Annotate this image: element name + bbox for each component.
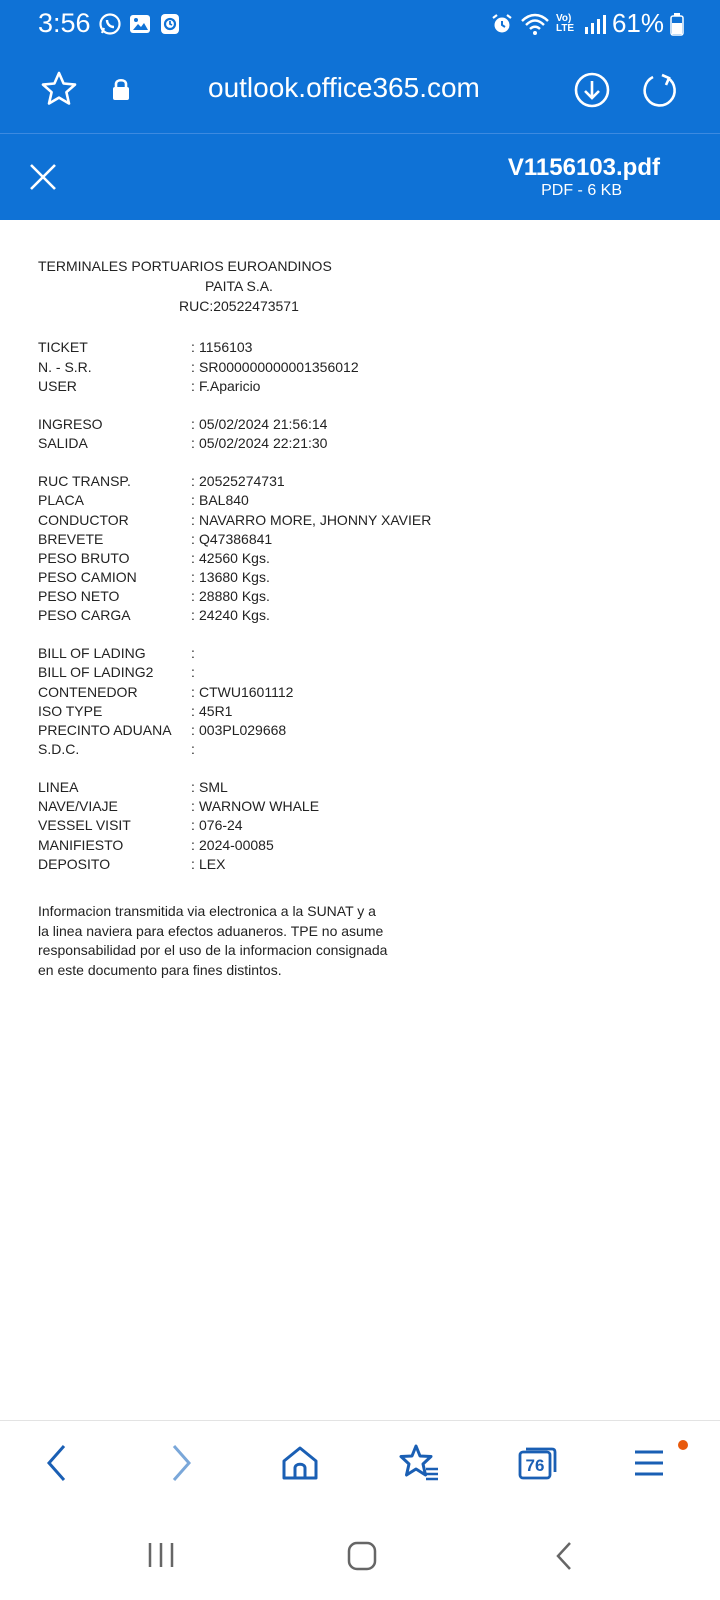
company-ruc: RUC:20522473571 xyxy=(179,298,299,314)
field-label: PRECINTO ADUANA xyxy=(38,722,172,738)
url-text[interactable]: outlook.office365.com xyxy=(208,72,480,103)
menu-notification-dot xyxy=(678,1440,688,1450)
legal-note-line: responsabilidad por el uso de la informacion consignada xyxy=(38,942,388,958)
field-row xyxy=(38,798,638,818)
reload-icon[interactable] xyxy=(640,70,680,110)
field-separator: : xyxy=(191,588,195,604)
field-label: MANIFIESTO xyxy=(38,837,124,853)
field-value: 42560 Kgs. xyxy=(199,550,270,566)
field-value: BAL840 xyxy=(199,492,249,508)
field-value: 28880 Kgs. xyxy=(199,588,270,604)
field-row xyxy=(38,550,638,570)
whatsapp-icon xyxy=(98,12,122,36)
field-separator: : xyxy=(191,435,195,451)
field-row xyxy=(38,664,638,684)
signal-icon xyxy=(584,13,606,35)
field-separator: : xyxy=(191,837,195,853)
field-separator: : xyxy=(191,856,195,872)
field-value: 24240 Kgs. xyxy=(199,607,270,623)
company-name-line2: PAITA S.A. xyxy=(205,278,273,294)
field-label: RUC TRANSP. xyxy=(38,473,131,489)
field-label: BILL OF LADING2 xyxy=(38,664,154,680)
field-value: 20525274731 xyxy=(199,473,285,489)
company-name: TERMINALES PORTUARIOS EUROANDINOS xyxy=(38,258,332,274)
field-row xyxy=(38,607,638,627)
field-value: CTWU1601112 xyxy=(199,684,294,700)
field-value: Q47386841 xyxy=(199,531,273,547)
alarm-icon xyxy=(490,12,514,36)
field-label: LINEA xyxy=(38,779,79,795)
field-row xyxy=(38,837,638,857)
field-label: BREVETE xyxy=(38,531,104,547)
field-row xyxy=(38,684,638,704)
field-value: F.Aparicio xyxy=(199,378,261,394)
field-row xyxy=(38,435,638,455)
field-value: 2024-00085 xyxy=(199,837,274,853)
status-bar xyxy=(0,0,720,50)
field-separator: : xyxy=(191,817,195,833)
field-label: PESO BRUTO xyxy=(38,550,130,566)
field-label: NAVE/VIAJE xyxy=(38,798,118,814)
system-indicators xyxy=(490,8,684,39)
field-value: 45R1 xyxy=(199,703,233,719)
field-separator: : xyxy=(191,512,195,528)
field-row xyxy=(38,473,638,493)
field-label: PESO NETO xyxy=(38,588,120,604)
field-row xyxy=(38,416,638,436)
address-bar xyxy=(0,58,720,124)
field-separator: : xyxy=(191,779,195,795)
field-value: 13680 Kgs. xyxy=(199,569,270,585)
field-label: INGRESO xyxy=(38,416,103,432)
home-icon[interactable] xyxy=(280,1443,320,1483)
notification-icons xyxy=(98,12,182,36)
field-label: PESO CARGA xyxy=(38,607,131,623)
field-value: LEX xyxy=(199,856,226,872)
back-icon[interactable] xyxy=(44,1443,70,1483)
field-separator: : xyxy=(191,416,195,432)
download-icon[interactable] xyxy=(572,70,612,110)
field-value: 003PL029668 xyxy=(199,722,287,738)
field-row xyxy=(38,531,638,551)
field-label: PLACA xyxy=(38,492,84,508)
field-row xyxy=(38,569,638,589)
network-type-label: Vo) LTE xyxy=(555,12,575,34)
field-separator: : xyxy=(191,703,195,719)
field-row xyxy=(38,703,638,723)
forward-icon[interactable] xyxy=(168,1443,194,1483)
battery-percentage: 61% xyxy=(611,8,664,38)
app-notification-icon xyxy=(158,12,182,36)
field-separator: : xyxy=(191,684,195,700)
field-row xyxy=(38,817,638,837)
field-row xyxy=(38,856,638,876)
field-row xyxy=(38,378,638,398)
field-label: CONTENEDOR xyxy=(38,684,138,700)
field-label: PESO CAMION xyxy=(38,569,137,585)
field-separator: : xyxy=(191,798,195,814)
field-row xyxy=(38,512,638,532)
legal-note-line: en este documento para fines distintos. xyxy=(38,961,282,978)
field-separator: : xyxy=(191,722,195,738)
field-row xyxy=(38,779,638,799)
field-value: 05/02/2024 21:56:14 xyxy=(199,416,328,432)
bookmarks-icon[interactable] xyxy=(398,1443,440,1483)
field-separator: : xyxy=(191,492,195,508)
field-label: N. - S.R. xyxy=(38,359,92,375)
field-value: SML xyxy=(199,779,228,795)
field-label: S.D.C. xyxy=(38,741,80,757)
browser-header xyxy=(0,0,720,220)
home-nav-icon[interactable] xyxy=(346,1540,378,1572)
field-separator: : xyxy=(191,531,195,547)
gallery-icon xyxy=(128,12,152,36)
menu-icon[interactable] xyxy=(632,1443,666,1483)
field-value: SR000000000001356012 xyxy=(199,359,359,375)
battery-icon xyxy=(670,12,684,36)
field-row xyxy=(38,588,638,608)
legal-note xyxy=(38,902,468,980)
browser-toolbar xyxy=(0,1420,720,1510)
field-row xyxy=(38,339,638,359)
field-label: BILL OF LADING xyxy=(38,645,146,661)
field-separator: : xyxy=(191,607,195,623)
field-separator: : xyxy=(191,550,195,566)
field-separator: : xyxy=(191,473,195,489)
tabs-button[interactable] xyxy=(518,1445,558,1481)
field-value: 076-24 xyxy=(199,817,243,833)
field-label: VESSEL VISIT xyxy=(38,817,131,833)
field-separator: : xyxy=(191,645,195,661)
file-header xyxy=(0,134,720,220)
field-label: TICKET xyxy=(38,339,88,355)
field-separator: : xyxy=(191,569,195,585)
field-value: NAVARRO MORE, JHONNY XAVIER xyxy=(199,512,432,528)
field-separator: : xyxy=(191,741,195,757)
field-value: 1156103 xyxy=(199,339,253,355)
field-value: WARNOW WHALE xyxy=(199,798,320,814)
legal-note-line: la linea naviera para efectos aduaneros. TPE no asume xyxy=(38,922,384,939)
field-separator: : xyxy=(191,359,195,375)
field-row xyxy=(38,741,638,761)
file-name: V1156103.pdf xyxy=(507,154,660,181)
field-separator: : xyxy=(191,339,195,355)
status-time: 3:56 xyxy=(38,8,91,38)
field-label: DEPOSITO xyxy=(38,856,111,872)
field-row xyxy=(38,722,638,742)
field-label: SALIDA xyxy=(38,435,88,451)
close-icon[interactable] xyxy=(28,162,58,192)
field-label: USER xyxy=(38,378,77,394)
field-label: CONDUCTOR xyxy=(38,512,129,528)
field-separator: : xyxy=(191,378,195,394)
field-separator: : xyxy=(191,664,195,680)
field-row xyxy=(38,359,638,379)
tab-count: 76 xyxy=(525,1456,545,1475)
field-row xyxy=(38,492,638,512)
legal-note-line: Informacion transmitida via electronica a la SUNAT y a xyxy=(38,903,376,919)
bookmark-star-icon[interactable] xyxy=(40,70,78,108)
back-nav-icon[interactable] xyxy=(552,1540,576,1572)
recent-apps-icon[interactable] xyxy=(146,1540,176,1570)
wifi-icon xyxy=(520,12,550,36)
field-row xyxy=(38,645,638,665)
field-label: ISO TYPE xyxy=(38,703,103,719)
file-meta: PDF - 6 KB xyxy=(541,182,622,199)
lock-icon[interactable] xyxy=(110,76,132,102)
system-navigation-bar xyxy=(0,1510,720,1600)
field-value: 05/02/2024 22:21:30 xyxy=(199,435,328,451)
